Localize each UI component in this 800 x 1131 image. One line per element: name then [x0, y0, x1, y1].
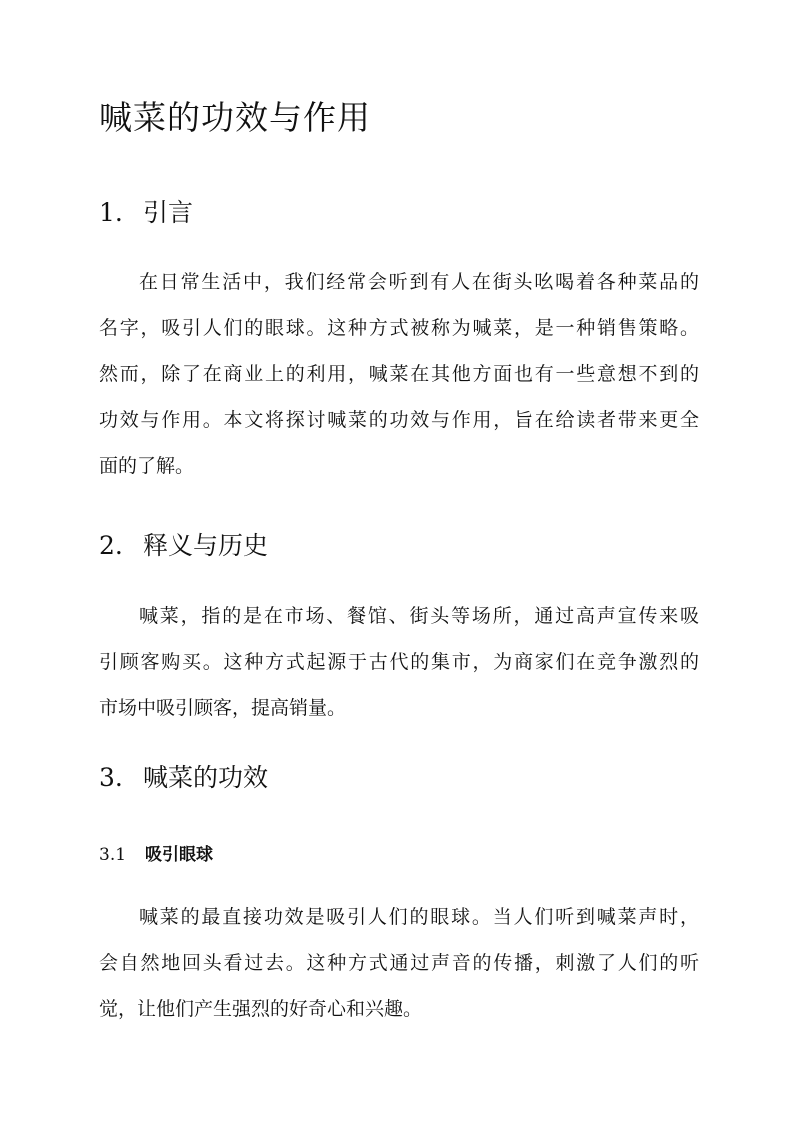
paragraph-line: 会自然地回头看过去。这种方式通过声音的传播，刺激了人们的听 [99, 952, 699, 974]
section-title: 引言 [143, 198, 194, 227]
paragraph-line: 名字，吸引人们的眼球。这种方式被称为喊菜，是一种销售策略。 [99, 317, 699, 339]
paragraph-line: 市场中吸引顾客，提高销量。 [99, 697, 347, 719]
subsection-number: 3.1 [99, 845, 127, 865]
section-heading-effects [99, 758, 268, 798]
paragraph-line: 在日常生活中，我们经常会听到有人在街头吆喝着各种菜品的 [139, 271, 699, 293]
paragraph-line: 引顾客购买。这种方式起源于古代的集市，为商家们在竞争激烈的 [99, 651, 699, 673]
subsection-title: 吸引眼球 [145, 845, 213, 865]
section-number: 3. [99, 763, 123, 792]
paragraph-definition-history [99, 599, 699, 725]
section-number: 2. [99, 531, 123, 560]
paragraph-introduction [99, 265, 699, 483]
subsection-heading-attract-attention [99, 840, 213, 870]
paragraph-line: 喊菜，指的是在市场、餐馆、街头等场所，通过高声宣传来吸 [139, 605, 699, 627]
paragraph-line: 觉，让他们产生强烈的好奇心和兴趣。 [99, 998, 423, 1020]
paragraph-line: 喊菜的最直接功效是吸引人们的眼球。当人们听到喊菜声时， [139, 906, 699, 928]
paragraph-line: 面的了解。 [99, 455, 195, 477]
paragraph-line: 功效与作用。本文将探讨喊菜的功效与作用，旨在给读者带来更全 [99, 409, 699, 431]
paragraph-attract-attention [99, 900, 699, 1026]
document-title: 喊菜的功效与作用 [99, 98, 371, 137]
section-number: 1. [99, 198, 123, 227]
section-heading-definition-history [99, 526, 268, 566]
section-title: 释义与历史 [143, 531, 269, 560]
paragraph-line: 然而，除了在商业上的利用，喊菜在其他方面也有一些意想不到的 [99, 363, 699, 385]
section-title: 喊菜的功效 [143, 763, 269, 792]
section-heading-introduction [99, 193, 193, 233]
